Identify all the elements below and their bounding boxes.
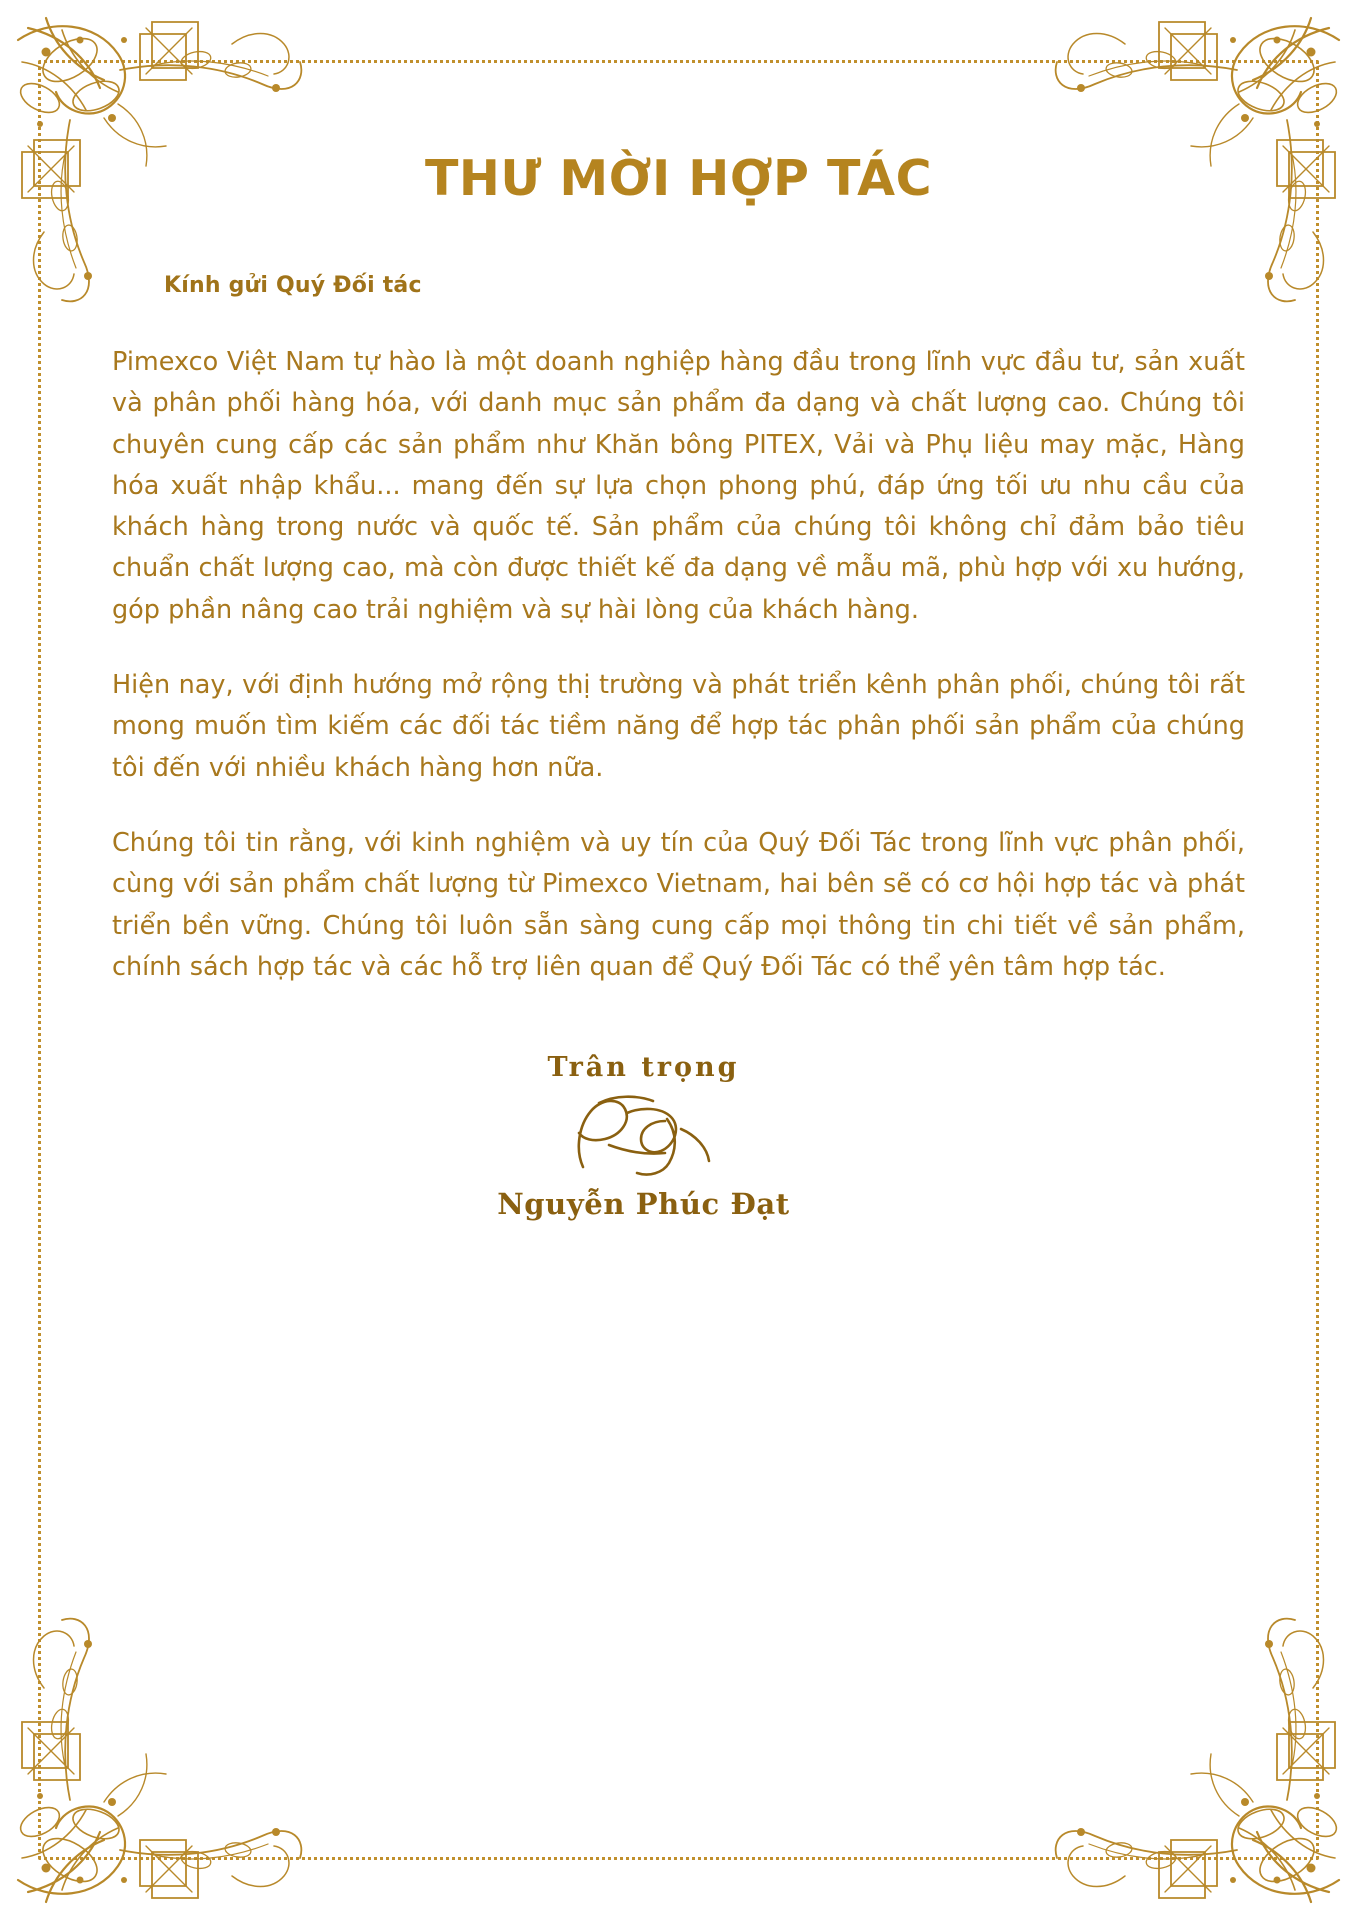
body-paragraph-2: Hiện nay, với định hướng mở rộng thị trường và phát triển kênh phân phối, chúng tôi rất mong muốn tìm kiếm các đối tác tiềm năng để hợp tác phân phối sản phẩm của chúng tôi đến với nhiều khách hàng hơn nữa. bbox=[112, 670, 1245, 783]
body-paragraph-1: Pimexco Việt Nam tự hào là một doanh nghiệp hàng đầu trong lĩnh vực đầu tư, sản xuất và phân phối hàng hóa, với danh mục sản phẩm đa dạng và chất lượng cao. Chúng tôi chuyên cung cấp các sản phẩm như Khăn bông PITEX, Vải và Phụ liệu may mặc, Hàng hóa xuất nhập khẩu... mang đến sự lựa chọn phong phú, đáp ứng tối ưu nhu cầu của khách hàng trong nước và quốc tế. Sản phẩm của chúng tôi không chỉ đảm bảo tiêu chuẩn chất lượng cao, mà còn được thiết kế đa dạng về mẫu mã, phù hợp với xu hướng, góp phần nâng cao trải nghiệm và sự hài lòng của khách hàng. bbox=[112, 347, 1245, 625]
floral-corner-ornament-bottom-right bbox=[1027, 1590, 1357, 1920]
signatory-name: Nguyễn Phúc Đạt bbox=[497, 1187, 790, 1222]
closing-regards: Trân trọng bbox=[547, 1052, 740, 1084]
salutation: Kính gửi Quý Đối tác bbox=[164, 273, 422, 298]
body-paragraph-3: Chúng tôi tin rằng, với kinh nghiệm và uy tín của Quý Đối Tác trong lĩnh vực phân phối, cùng với sản phẩm chất lượng từ Pimexco Vietnam, hai bên sẽ có cơ hội hợp tác và phát triển bền vững. Chúng tôi luôn sẵn sàng cung cấp mọi thông tin chi tiết về sản phẩm, chính sách hợp tác và các hỗ trợ liên quan để Quý Đối Tác có thể yên tâm hợp tác. bbox=[112, 827, 1245, 982]
letter-content bbox=[112, 150, 1245, 1221]
signature-block bbox=[112, 1052, 1245, 1221]
handwritten-signature-icon bbox=[112, 1089, 1175, 1185]
page-title: THƯ MỜI HỢP TÁC bbox=[424, 150, 933, 207]
floral-corner-ornament-bottom-left bbox=[0, 1590, 330, 1920]
